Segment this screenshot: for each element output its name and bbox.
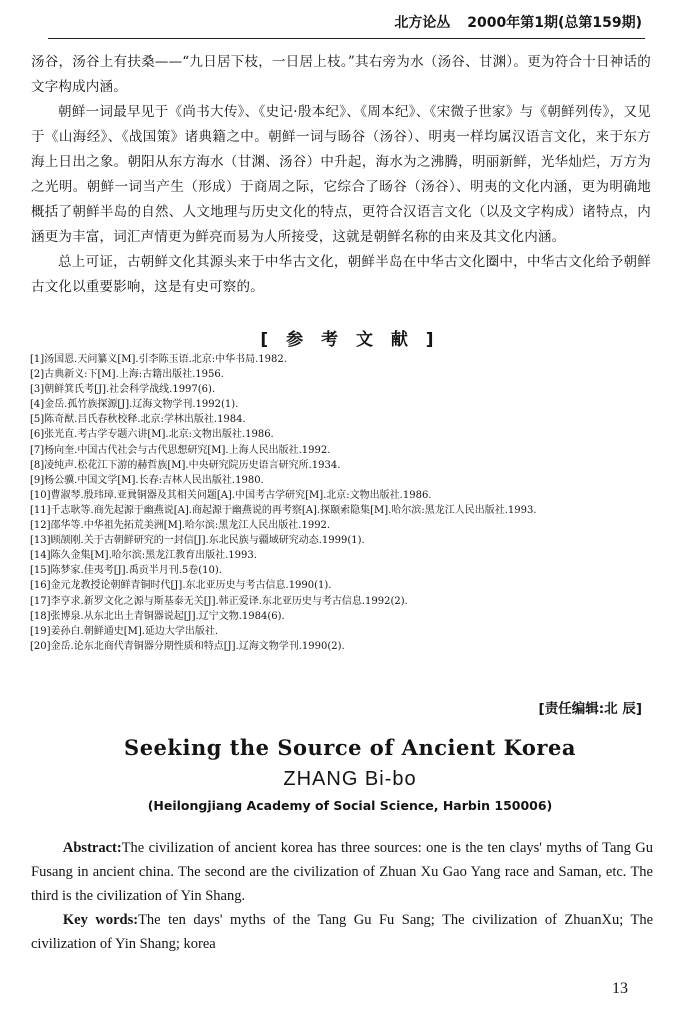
reference-item: [10]曹淑琴.殷玮璋.亚㠱铜器及其相关问题[A].中国考古学研究[M].北京:文物出版社.1986.: [30, 489, 432, 501]
reference-item: [14]陈久金集[M].哈尔滨:黑龙江教育出版社.1993.: [30, 550, 257, 562]
abstract-label: Abstract:: [62, 840, 122, 856]
responsible-editor: [责任编辑:北 辰]: [538, 701, 642, 717]
page-number: 13: [612, 980, 628, 997]
issue-info: 2000年第1期(总第159期): [467, 15, 642, 31]
reference-item: [7]杨向奎.中国古代社会与古代思想研究[M].上海人民出版社.1992.: [30, 444, 331, 456]
reference-list: [30, 352, 655, 654]
abstract-paragraph: [31, 836, 653, 908]
reference-item: [15]陈梦家.佳夷考[J].禹贡半月刊.5卷(10).: [30, 565, 222, 577]
references-heading: [ 参 考 文 献 ]: [260, 330, 440, 350]
keywords-text: The ten days' myths of the Tang Gu Fu Sang; The civilization of ZhuanXu; The civilization of Yin Shang; korea: [31, 912, 653, 952]
header-rule: [48, 38, 645, 39]
reference-item: [17]李亨求.新罗文化之源与斯基泰无关[J].韩正爱译.东北亚历史与考古信息.1992(2).: [30, 595, 408, 607]
body-paragraph: 总上可证，古朝鲜文化其源头来于中华古文化，朝鲜半岛在中华古文化圈中，中华古文化给予朝鲜古文化以重要影响，这是有史可察的。: [31, 254, 651, 295]
keywords-label: Key words:: [62, 912, 139, 928]
english-affiliation: (Heilongjiang Academy of Social Science, Harbin 150006): [147, 798, 553, 813]
english-author: ZHANG Bi-bo: [283, 768, 417, 790]
reference-item: [19]姜孙白.朝鲜通史[M].延边大学出版社.: [30, 625, 219, 637]
reference-item: [8]凌纯声.松花江下游的赫哲族[M].中央研究院历史语言研究所.1934.: [30, 459, 341, 471]
abstract-text: The civilization of ancient korea has three sources: one is the ten clays' myths of Tang Gu Fusang in ancient china. The second are the civilization of Zhuan Xu Gao Yang race and Saman, etc. The third is the civilization of Yin Shang.: [31, 840, 653, 904]
reference-item: [2]古典新义:下[M].上海:古籍出版社.1956.: [30, 369, 224, 381]
reference-item: [3]朝鲜箕氏考[J].社会科学战线.1997(6).: [30, 384, 216, 396]
keywords-paragraph: [31, 908, 653, 956]
reference-item: [4]金岳.孤竹族探源[J].辽海文物学刊.1992(1).: [30, 399, 239, 411]
body-text: [31, 50, 651, 300]
reference-item: [16]金元龙教授论朝鲜青铜时代[J].东北亚历史与考古信息.1990(1).: [30, 580, 332, 592]
reference-item: [13]顾颉刚.关于古朝鲜研究的一封信[J].东北民族与疆域研究动态.1999(1).: [30, 535, 365, 547]
reference-item: [20]金岳.论东北商代青铜器分期性质和特点[J].辽海文物学刊.1990(2).: [30, 640, 345, 652]
reference-item: [9]杨公骥.中国文学[M].长春:吉林人民出版社.1980.: [30, 474, 264, 486]
body-paragraph: 朝鲜一词最早见于《尚书大传》、《史记·殷本纪》、《周本纪》、《宋微子世家》与《朝鲜列传》，又见于《山海经》、《战国策》诸典籍之中。朝鲜一词与旸谷（汤谷）、明夷一样均属汉语言文化，来于东方海上日出之象。朝阳从东方海水（甘渊、汤谷）中升起，海水为之沸腾，明丽新鲜，光华灿烂，万方为之光明。朝鲜一词当产生（形成）于商周之际，它综合了旸谷（汤谷）、明夷的文化内涵，更为明确地概括了朝鲜半岛的自然、人文地理与历史文化的特点，更符合汉语言文化（以及文字构成）诸特点，内涵更为丰富，词汇声情更为鲜亮而易为人所接受，这就是朝鲜名称的由来及其文化内涵。: [31, 104, 651, 245]
english-title: Seeking the Source of Ancient Korea: [124, 735, 576, 760]
reference-item: [12]邵华等.中华祖先拓荒美洲[M].哈尔滨:黑龙江人民出版社.1992.: [30, 520, 331, 532]
reference-item: [5]陈奇猷.吕氏春秋校释.北京:学林出版社.1984.: [30, 414, 246, 426]
reference-item: [11]千志耿等.商先起源于幽燕说[A].商起源于幽燕说的再考察[A].探颐索隐集[M].哈尔滨:黑龙江人民出版社.1993.: [30, 504, 537, 516]
reference-item: [6]张光直.考古学专题六讲[M].北京:文物出版社.1986.: [30, 429, 274, 441]
running-header: [382, 12, 642, 32]
body-paragraph-continued: 汤谷，汤谷上有扶桑——“九日居下枝，一日居上枝。”其右旁为水（汤谷、甘渊）。更为符合十日神话的文字构成内涵。: [31, 54, 651, 95]
reference-item: [18]张博泉.从东北出土青铜器说起[J].辽宁文物.1984(6).: [30, 610, 285, 622]
english-abstract: [31, 836, 653, 956]
journal-name: 北方论丛: [394, 15, 451, 31]
reference-item: [1]汤国恩.天问纂义[M].引李陈玉语.北京:中华书局.1982.: [30, 354, 287, 365]
